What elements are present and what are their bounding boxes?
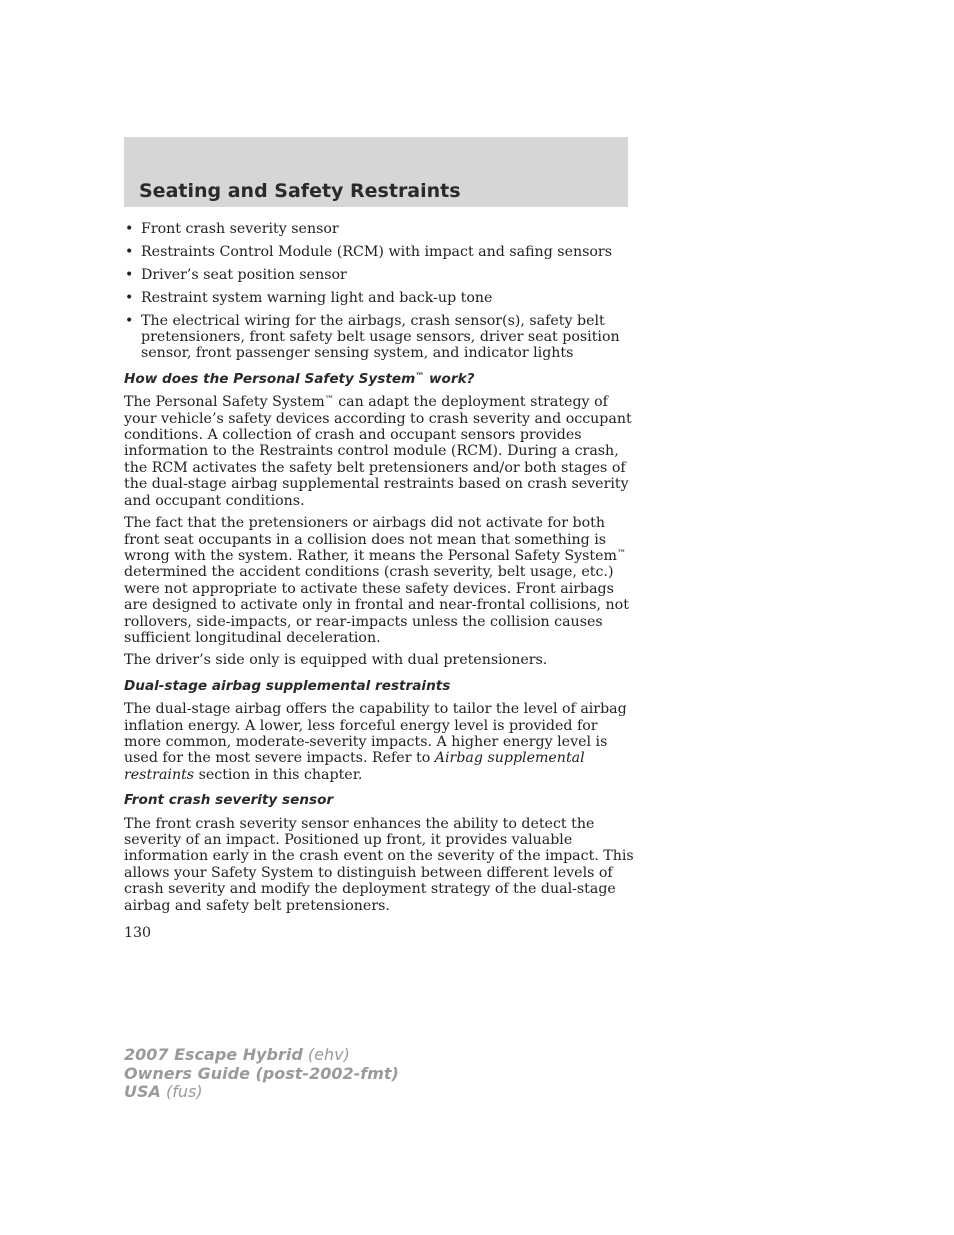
paragraph: The dual-stage airbag offers the capability to tailor the level of airbag inflation energy. A lower, less forceful energy level is provided for more common, moderate-severity impacts. A higher energy level is used for the most severe impacts. Refer to Airbag supplemental restraints section in this chapter. [124,701,627,783]
bullet-icon: • [125,289,134,306]
paragraph: The fact that the pretensioners or airbags did not activate for both front seat occupants in a collision does not mean that something is wrong with the system. Rather, it means the Personal Safety System™ determined the accident conditions (crash severity, belt usage, etc.) were not appropriate to activate these safety devices. Front airbags are designed to activate only in frontal and near-frontal collisions, not rollovers, side-impacts, or rear-impacts unless the collision causes sufficient longitudinal deceleration. [124,515,629,646]
bullet-icon: • [125,312,134,329]
paragraph: The driver’s side only is equipped with dual pretensioners. [124,652,548,669]
page-number: 130 [124,925,152,941]
section-header-band [124,137,628,207]
footer-line: USA (fus) [124,1082,203,1102]
cross-reference: Airbag supplemental restraints [124,750,585,783]
section-title: Seating and Safety Restraints [139,180,461,202]
footer-line: Owners Guide (post-2002-fmt) [124,1063,399,1083]
list-item: • Driver’s seat position sensor [125,266,347,283]
bullet-icon: • [125,221,134,237]
heading-personal-safety-system: How does the Personal Safety System™ work? [124,370,475,387]
component-list [124,221,634,362]
footer-line: 2007 Escape Hybrid (ehv) [124,1045,350,1064]
list-item: • Front crash severity sensor [125,221,339,237]
list-item: • Restraint system warning light and back-up tone [125,289,493,306]
bullet-icon: • [125,266,134,283]
bullet-icon: • [125,243,134,260]
paragraph: The front crash severity sensor enhances the ability to detect the severity of an impact. Positioned up front, it provides valuable information early in the crash event on the severity of the impact. This allows your Safety System to distinguish between different levels of crash severity and modify the deployment strategy of the dual-stage airbag and safety belt pretensioners. [124,815,634,914]
paragraph: The Personal Safety System™ can adapt the deployment strategy of your vehicle’s safety devices according to crash severity and occupant conditions. A collection of crash and occupant sensors provides information to the Restraints control module (RCM). During a crash, the RCM activates the safety belt pretensioners and/or both stages of the dual-stage airbag supplemental restraints based on crash severity and occupant conditions. [124,394,632,509]
heading-front-crash-severity-sensor: Front crash severity sensor [124,792,334,809]
page-content [124,221,634,920]
list-item: • The electrical wiring for the airbags, crash sensor(s), safety belt pretensioners, front safety belt usage sensors, driver seat position sensor, front passenger sensing system, and indicator lights [125,312,620,362]
document-footer [124,1046,399,1102]
heading-dual-stage-airbag: Dual-stage airbag supplemental restraints [124,677,451,694]
list-item: • Restraints Control Module (RCM) with impact and safing sensors [125,243,612,260]
